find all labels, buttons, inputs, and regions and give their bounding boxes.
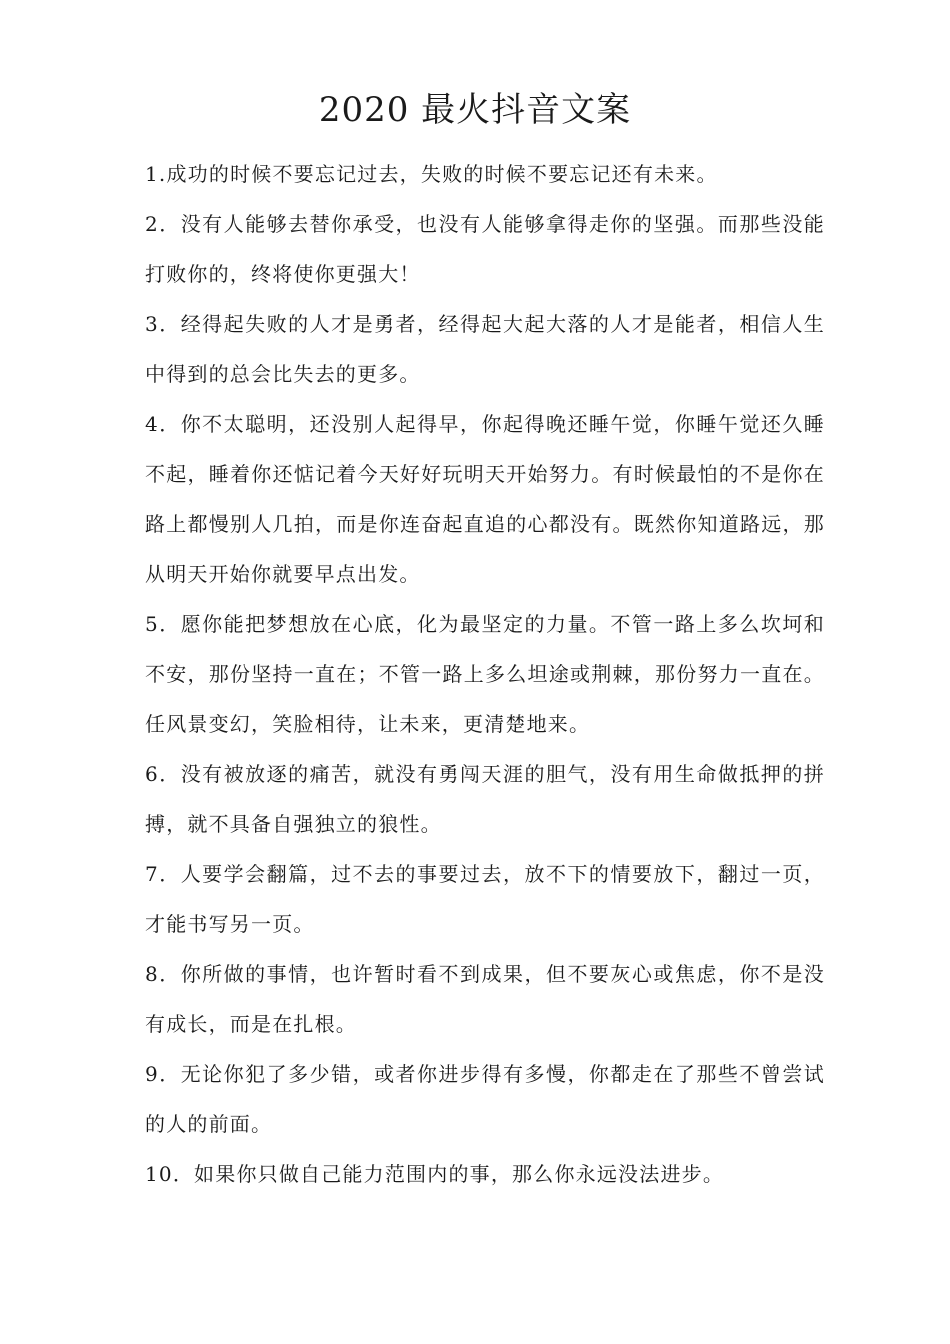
- paragraph-4: 4．你不太聪明，还没别人起得早，你起得晚还睡午觉，你睡午觉还久睡不起，睡着你还惦记着今天好好玩明天开始努力。有时候最怕的不是你在路上都慢别人几拍，而是你连奋起直追的心都没有。既然你知道路远，那从明天开始你就要早点出发。: [145, 412, 825, 586]
- paragraph-1: 1.成功的时候不要忘记过去，失败的时候不要忘记还有未来。: [145, 162, 718, 186]
- paragraph-3: 3．经得起失败的人才是勇者，经得起大起大落的人才是能者，相信人生中得到的总会比失去的更多。: [145, 312, 825, 386]
- document-title: 2020 最火抖音文案: [318, 90, 632, 130]
- paragraph-7: 7．人要学会翻篇，过不去的事要过去，放不下的情要放下，翻过一页，才能书写另一页。: [145, 862, 825, 936]
- paragraph-9: 9．无论你犯了多少错，或者你进步得有多慢，你都走在了那些不曾尝试的人的前面。: [145, 1062, 825, 1136]
- paragraph-5: 5．愿你能把梦想放在心底，化为最坚定的力量。不管一路上多么坎坷和不安，那份坚持一直在；不管一路上多么坦途或荆棘，那份努力一直在。任风景变幻，笑脸相待，让未来，更清楚地来。: [145, 612, 825, 736]
- paragraph-8: 8．你所做的事情，也许暂时看不到成果，但不要灰心或焦虑，你不是没有成长，而是在扎根。: [145, 962, 825, 1036]
- paragraph-10: 10．如果你只做自己能力范围内的事，那么你永远没法进步。: [145, 1162, 725, 1186]
- paragraph-6: 6．没有被放逐的痛苦，就没有勇闯天涯的胆气，没有用生命做抵押的拼搏，就不具备自强独立的狼性。: [145, 762, 825, 836]
- document-body: [145, 149, 825, 1199]
- paragraph-2: 2．没有人能够去替你承受，也没有人能够拿得走你的坚强。而那些没能打败你的，终将使你更强大！: [145, 212, 825, 286]
